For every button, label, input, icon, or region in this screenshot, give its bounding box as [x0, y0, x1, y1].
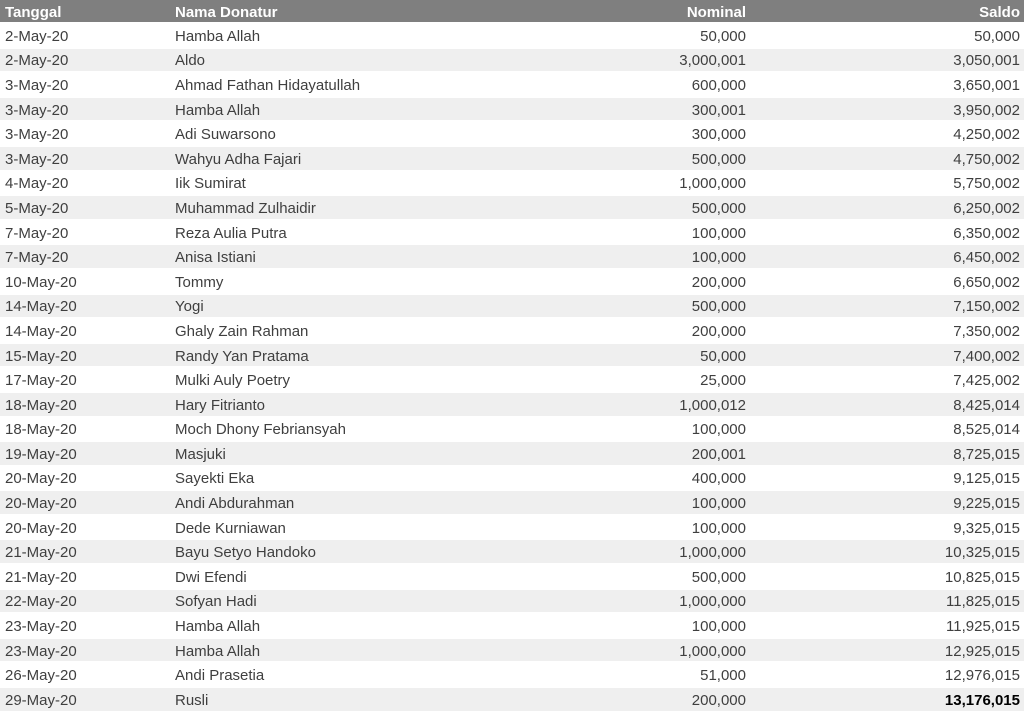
cell-tanggal: 23-May-20: [0, 639, 172, 664]
cell-nominal: 50,000: [450, 24, 752, 49]
cell-nama-donatur: Mulki Auly Poetry: [172, 368, 450, 393]
cell-saldo: 10,325,015: [752, 540, 1024, 565]
cell-nama-donatur: Muhammad Zulhaidir: [172, 196, 450, 221]
cell-nama-donatur: Reza Aulia Putra: [172, 221, 450, 246]
cell-nominal: 100,000: [450, 516, 752, 541]
cell-tanggal: 20-May-20: [0, 491, 172, 516]
cell-nama-donatur: Hamba Allah: [172, 614, 450, 639]
cell-tanggal: 21-May-20: [0, 565, 172, 590]
table-row: [0, 221, 1024, 246]
table-row: [0, 196, 1024, 221]
cell-nominal: 200,000: [450, 319, 752, 344]
cell-saldo: 13,176,015: [752, 688, 1024, 713]
cell-nominal: 600,000: [450, 73, 752, 98]
table-row: [0, 73, 1024, 98]
cell-saldo: 7,350,002: [752, 319, 1024, 344]
cell-saldo: 3,050,001: [752, 49, 1024, 74]
table-row: [0, 442, 1024, 467]
table-row: [0, 172, 1024, 197]
cell-nominal: 1,000,000: [450, 540, 752, 565]
cell-tanggal: 7-May-20: [0, 221, 172, 246]
cell-saldo: 8,725,015: [752, 442, 1024, 467]
cell-tanggal: 3-May-20: [0, 147, 172, 172]
cell-nama-donatur: Aldo: [172, 49, 450, 74]
cell-nama-donatur: Dwi Efendi: [172, 565, 450, 590]
cell-saldo: 9,225,015: [752, 491, 1024, 516]
cell-nominal: 1,000,012: [450, 393, 752, 418]
table-row: [0, 590, 1024, 615]
table-row: [0, 540, 1024, 565]
cell-saldo: 11,925,015: [752, 614, 1024, 639]
cell-saldo: 8,525,014: [752, 418, 1024, 443]
cell-nama-donatur: Sayekti Eka: [172, 467, 450, 492]
cell-tanggal: 23-May-20: [0, 614, 172, 639]
cell-nominal: 300,001: [450, 98, 752, 123]
cell-tanggal: 20-May-20: [0, 516, 172, 541]
cell-tanggal: 3-May-20: [0, 73, 172, 98]
cell-nama-donatur: Yogi: [172, 295, 450, 320]
cell-tanggal: 10-May-20: [0, 270, 172, 295]
table-row: [0, 295, 1024, 320]
table-row: [0, 565, 1024, 590]
table-row: [0, 245, 1024, 270]
cell-nama-donatur: Hamba Allah: [172, 24, 450, 49]
cell-nominal: 100,000: [450, 221, 752, 246]
cell-tanggal: 22-May-20: [0, 590, 172, 615]
cell-nama-donatur: Tommy: [172, 270, 450, 295]
cell-saldo: 4,750,002: [752, 147, 1024, 172]
cell-tanggal: 4-May-20: [0, 172, 172, 197]
cell-tanggal: 19-May-20: [0, 442, 172, 467]
cell-tanggal: 18-May-20: [0, 418, 172, 443]
cell-nominal: 200,000: [450, 270, 752, 295]
table-body: [0, 24, 1024, 713]
table-row: [0, 418, 1024, 443]
cell-saldo: 6,450,002: [752, 245, 1024, 270]
cell-tanggal: 29-May-20: [0, 688, 172, 713]
cell-tanggal: 2-May-20: [0, 49, 172, 74]
cell-nominal: 1,000,000: [450, 172, 752, 197]
cell-nama-donatur: Wahyu Adha Fajari: [172, 147, 450, 172]
cell-saldo: 11,825,015: [752, 590, 1024, 615]
table-row: [0, 98, 1024, 123]
cell-nama-donatur: Andi Prasetia: [172, 663, 450, 688]
cell-tanggal: 5-May-20: [0, 196, 172, 221]
cell-nama-donatur: Dede Kurniawan: [172, 516, 450, 541]
cell-saldo: 3,650,001: [752, 73, 1024, 98]
cell-nominal: 25,000: [450, 368, 752, 393]
cell-nominal: 300,000: [450, 122, 752, 147]
cell-nominal: 200,000: [450, 688, 752, 713]
cell-nama-donatur: Anisa Istiani: [172, 245, 450, 270]
cell-nominal: 100,000: [450, 491, 752, 516]
column-header-nama-donatur: Nama Donatur: [172, 0, 450, 24]
cell-nama-donatur: Masjuki: [172, 442, 450, 467]
cell-saldo: 4,250,002: [752, 122, 1024, 147]
cell-nama-donatur: Hary Fitrianto: [172, 393, 450, 418]
cell-nama-donatur: Iik Sumirat: [172, 172, 450, 197]
cell-saldo: 8,425,014: [752, 393, 1024, 418]
cell-nama-donatur: Andi Abdurahman: [172, 491, 450, 516]
cell-saldo: 12,976,015: [752, 663, 1024, 688]
cell-saldo: 50,000: [752, 24, 1024, 49]
cell-nominal: 50,000: [450, 344, 752, 369]
cell-nominal: 3,000,001: [450, 49, 752, 74]
cell-saldo: 6,250,002: [752, 196, 1024, 221]
cell-nominal: 100,000: [450, 614, 752, 639]
cell-nama-donatur: Hamba Allah: [172, 639, 450, 664]
cell-saldo: 12,925,015: [752, 639, 1024, 664]
cell-tanggal: 21-May-20: [0, 540, 172, 565]
cell-saldo: 7,425,002: [752, 368, 1024, 393]
cell-nama-donatur: Hamba Allah: [172, 98, 450, 123]
table-row: [0, 516, 1024, 541]
cell-nominal: 500,000: [450, 147, 752, 172]
cell-tanggal: 3-May-20: [0, 122, 172, 147]
table-row: [0, 319, 1024, 344]
table-row: [0, 688, 1024, 713]
table-row: [0, 663, 1024, 688]
cell-saldo: 7,400,002: [752, 344, 1024, 369]
table-row: [0, 270, 1024, 295]
cell-tanggal: 15-May-20: [0, 344, 172, 369]
table-row: [0, 147, 1024, 172]
cell-saldo: 5,750,002: [752, 172, 1024, 197]
cell-saldo: 6,350,002: [752, 221, 1024, 246]
table-row: [0, 344, 1024, 369]
cell-saldo: 3,950,002: [752, 98, 1024, 123]
cell-tanggal: 7-May-20: [0, 245, 172, 270]
cell-nama-donatur: Adi Suwarsono: [172, 122, 450, 147]
cell-nama-donatur: Bayu Setyo Handoko: [172, 540, 450, 565]
cell-tanggal: 2-May-20: [0, 24, 172, 49]
cell-nominal: 200,001: [450, 442, 752, 467]
cell-nominal: 1,000,000: [450, 639, 752, 664]
cell-nominal: 100,000: [450, 418, 752, 443]
table-row: [0, 122, 1024, 147]
cell-nominal: 100,000: [450, 245, 752, 270]
cell-nominal: 500,000: [450, 196, 752, 221]
column-header-nominal: Nominal: [450, 0, 752, 24]
cell-nama-donatur: Ghaly Zain Rahman: [172, 319, 450, 344]
table-row: [0, 467, 1024, 492]
cell-tanggal: 20-May-20: [0, 467, 172, 492]
table-header-row: [0, 0, 1024, 24]
cell-tanggal: 3-May-20: [0, 98, 172, 123]
column-header-tanggal: Tanggal: [0, 0, 172, 24]
cell-nominal: 1,000,000: [450, 590, 752, 615]
cell-saldo: 9,325,015: [752, 516, 1024, 541]
cell-tanggal: 17-May-20: [0, 368, 172, 393]
cell-tanggal: 14-May-20: [0, 295, 172, 320]
cell-nama-donatur: Randy Yan Pratama: [172, 344, 450, 369]
cell-nominal: 400,000: [450, 467, 752, 492]
table-row: [0, 614, 1024, 639]
cell-nominal: 51,000: [450, 663, 752, 688]
cell-nama-donatur: Rusli: [172, 688, 450, 713]
cell-nama-donatur: Ahmad Fathan Hidayatullah: [172, 73, 450, 98]
cell-saldo: 7,150,002: [752, 295, 1024, 320]
cell-tanggal: 14-May-20: [0, 319, 172, 344]
cell-nama-donatur: Sofyan Hadi: [172, 590, 450, 615]
cell-tanggal: 18-May-20: [0, 393, 172, 418]
table-row: [0, 368, 1024, 393]
cell-nominal: 500,000: [450, 565, 752, 590]
table-row: [0, 491, 1024, 516]
table-row: [0, 24, 1024, 49]
cell-saldo: 9,125,015: [752, 467, 1024, 492]
table-row: [0, 393, 1024, 418]
cell-nominal: 500,000: [450, 295, 752, 320]
cell-saldo: 10,825,015: [752, 565, 1024, 590]
cell-saldo: 6,650,002: [752, 270, 1024, 295]
column-header-saldo: Saldo: [752, 0, 1024, 24]
table-row: [0, 49, 1024, 74]
table-row: [0, 639, 1024, 664]
cell-nama-donatur: Moch Dhony Febriansyah: [172, 418, 450, 443]
cell-tanggal: 26-May-20: [0, 663, 172, 688]
